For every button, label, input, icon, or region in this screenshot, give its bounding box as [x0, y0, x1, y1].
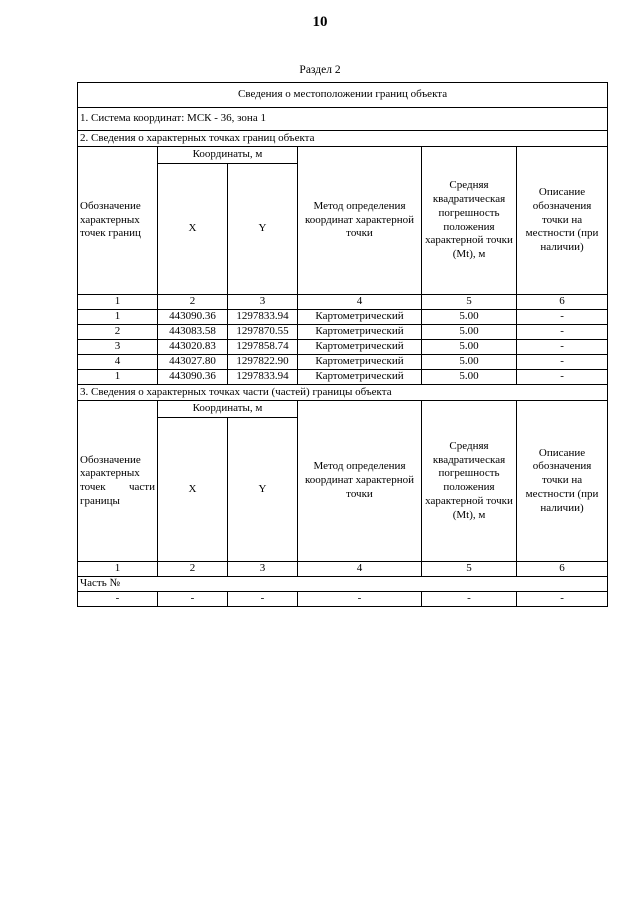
- col-number: 6: [517, 295, 608, 310]
- cell-method: Картометрический: [298, 355, 422, 370]
- cell-method: Картометрический: [298, 325, 422, 340]
- cell-method: Картометрический: [298, 340, 422, 355]
- header-method: Метод определения координат характерной точки: [298, 147, 422, 295]
- table-row: [78, 355, 608, 370]
- col-number: 5: [422, 295, 517, 310]
- cell-point: 3: [78, 340, 158, 355]
- cell-desc: -: [517, 310, 608, 325]
- part3-title: 3. Сведения о характерных точках части (частей) границы объекта: [78, 385, 608, 401]
- header-x: X: [158, 418, 228, 562]
- col-number: 3: [228, 562, 298, 577]
- col-number: 6: [517, 562, 608, 577]
- header-y: Y: [228, 164, 298, 295]
- col-number: 1: [78, 562, 158, 577]
- cell-desc: -: [517, 340, 608, 355]
- cell-empty: -: [298, 592, 422, 607]
- cell-point: 1: [78, 310, 158, 325]
- header-coords: Координаты, м: [158, 147, 298, 164]
- cell-desc: -: [517, 325, 608, 340]
- cell-x: 443083.58: [158, 325, 228, 340]
- table-row: [78, 310, 608, 325]
- col-number: 2: [158, 562, 228, 577]
- boundary-table: [77, 82, 608, 607]
- header-error: Средняя квадратическая погрешность положения характерной точки (Mt), м: [422, 147, 517, 295]
- header-point-part: Обозначение характерных точек части границы: [78, 401, 158, 562]
- cell-mt: 5.00: [422, 370, 517, 385]
- col-number: 4: [298, 562, 422, 577]
- cell-empty: -: [78, 592, 158, 607]
- cell-x: 443020.83: [158, 340, 228, 355]
- col-number: 2: [158, 295, 228, 310]
- part2-title: 2. Сведения о характерных точках границ объекта: [78, 131, 608, 147]
- section-label: Раздел 2: [299, 64, 341, 76]
- header-error: Средняя квадратическая погрешность положения характерной точки (Mt), м: [422, 401, 517, 562]
- cell-y: 1297822.90: [228, 355, 298, 370]
- header-method: Метод определения координат характерной точки: [298, 401, 422, 562]
- cell-desc: -: [517, 355, 608, 370]
- part-label: Часть №: [78, 577, 608, 592]
- cell-mt: 5.00: [422, 325, 517, 340]
- coordinate-system: 1. Система координат: МСК - 36, зона 1: [78, 108, 608, 131]
- cell-empty: -: [228, 592, 298, 607]
- cell-y: 1297833.94: [228, 310, 298, 325]
- cell-desc: -: [517, 370, 608, 385]
- cell-point: 1: [78, 370, 158, 385]
- cell-method: Картометрический: [298, 370, 422, 385]
- page-number: 10: [312, 14, 328, 30]
- cell-x: 443090.36: [158, 370, 228, 385]
- cell-mt: 5.00: [422, 355, 517, 370]
- cell-x: 443090.36: [158, 310, 228, 325]
- cell-empty: -: [422, 592, 517, 607]
- table-row: [78, 325, 608, 340]
- cell-x: 443027.80: [158, 355, 228, 370]
- col-number: 5: [422, 562, 517, 577]
- header-y: Y: [228, 418, 298, 562]
- col-number: 3: [228, 295, 298, 310]
- cell-empty: -: [158, 592, 228, 607]
- header-x: X: [158, 164, 228, 295]
- cell-mt: 5.00: [422, 340, 517, 355]
- cell-y: 1297833.94: [228, 370, 298, 385]
- table-row: [78, 592, 608, 607]
- col-number: 4: [298, 295, 422, 310]
- cell-point: 2: [78, 325, 158, 340]
- cell-method: Картометрический: [298, 310, 422, 325]
- cell-point: 4: [78, 355, 158, 370]
- cell-y: 1297858.74: [228, 340, 298, 355]
- cell-mt: 5.00: [422, 310, 517, 325]
- cell-empty: -: [517, 592, 608, 607]
- header-point: Обозначение характерных точек границ: [78, 147, 158, 295]
- table-row: [78, 370, 608, 385]
- table-title: Сведения о местоположении границ объекта: [78, 83, 608, 108]
- table-row: [78, 340, 608, 355]
- cell-y: 1297870.55: [228, 325, 298, 340]
- header-coords: Координаты, м: [158, 401, 298, 418]
- col-number: 1: [78, 295, 158, 310]
- header-description: Описание обозначения точки на местности (при наличии): [517, 401, 608, 562]
- header-description: Описание обозначения точки на местности (при наличии): [517, 147, 608, 295]
